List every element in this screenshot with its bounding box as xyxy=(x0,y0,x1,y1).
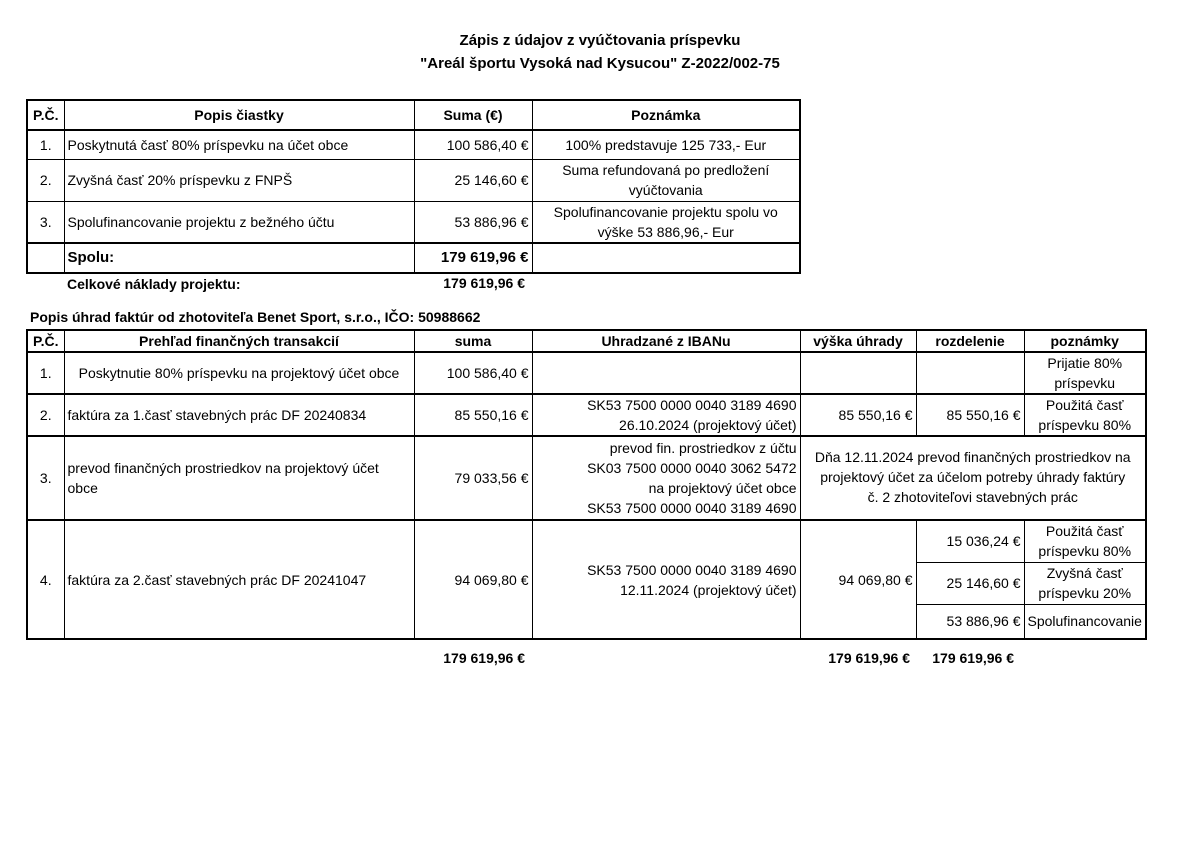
document-title-line2: "Areál športu Vysoká nad Kysucou" Z-2022/002-75 xyxy=(420,55,780,72)
total-label: Spolu: xyxy=(64,243,414,273)
row-iban: SK53 7500 0000 0040 3189 4690 26.10.2024 (projektový účet) xyxy=(532,394,800,436)
row-popis: Poskytnutie 80% príspevku na projektový účet obce xyxy=(64,352,414,394)
row-popis: Poskytnutá časť 80% príspevku na účet obce xyxy=(64,130,414,159)
row-poznamky: Použitá časť príspevku 80% xyxy=(1024,394,1146,436)
row-vyska: 94 069,80 € xyxy=(800,520,916,639)
table-row xyxy=(27,201,800,243)
header-popis: Popis čiastky xyxy=(64,100,414,130)
table-row xyxy=(27,159,800,201)
row-popis: faktúra za 2.časť stavebných prác DF 20241047 xyxy=(64,520,414,639)
split-poznamky: Použitá časť príspevku 80% xyxy=(1024,520,1146,562)
total-suma: 179 619,96 € xyxy=(443,650,525,666)
table-row xyxy=(27,520,1146,562)
row-suma: 85 550,16 € xyxy=(414,394,532,436)
split-value: 53 886,96 € xyxy=(916,604,1024,639)
document-title-line1: Zápis z údajov z vyúčtovania príspevku xyxy=(459,32,741,49)
row-poznamka: 100% predstavuje 125 733,- Eur xyxy=(532,130,800,159)
split-value: 15 036,24 € xyxy=(916,520,1024,562)
header-suma: Suma (€) xyxy=(414,100,532,130)
row-popis: Zvyšná časť 20% príspevku z FNPŠ xyxy=(64,159,414,201)
total-costs-value: 179 619,96 € xyxy=(443,275,525,291)
row-pc: 1. xyxy=(27,130,64,159)
row-pc: 3. xyxy=(27,201,64,243)
split-poznamky: Zvyšná časť príspevku 20% xyxy=(1024,562,1146,604)
row-transfer-note: Dňa 12.11.2024 prevod finančných prostriedkov na projektový účet za účelom potreby úhrady faktúry č. 2 zhotoviteľovi stavebných prác xyxy=(800,436,1146,520)
row-poznamky: Prijatie 80% príspevku xyxy=(1024,352,1146,394)
header-poznamka: Poznámka xyxy=(532,100,800,130)
row-suma: 100 586,40 € xyxy=(414,130,532,159)
table-row xyxy=(27,436,1146,520)
table-row xyxy=(27,394,1146,436)
section-title: Popis úhrad faktúr od zhotoviteľa Benet Sport, s.r.o., IČO: 50988662 xyxy=(30,309,481,325)
row-pc: 4. xyxy=(27,520,64,639)
payments-table xyxy=(26,329,1147,640)
row-popis: faktúra za 1.časť stavebných prác DF 20240834 xyxy=(64,394,414,436)
split-value: 25 146,60 € xyxy=(916,562,1024,604)
row-popis: Spolufinancovanie projektu z bežného účtu xyxy=(64,201,414,243)
row-pc: 2. xyxy=(27,394,64,436)
summary-table xyxy=(26,99,801,274)
row-poznamka: Suma refundovaná po predložení vyúčtovania xyxy=(532,159,800,201)
total-rozdelenie: 179 619,96 € xyxy=(932,650,1014,666)
split-poznamky: Spolufinancovanie xyxy=(1024,604,1146,639)
header-iban: Uhradzané z IBANu xyxy=(532,330,800,352)
header-poznamky: poznámky xyxy=(1024,330,1146,352)
table-row xyxy=(27,352,1146,394)
total-value: 179 619,96 € xyxy=(414,243,532,273)
row-suma: 94 069,80 € xyxy=(414,520,532,639)
total-row xyxy=(27,243,800,273)
row-poznamka: Spolufinancovanie projektu spolu vo výške 53 886,96,- Eur xyxy=(532,201,800,243)
header-vyska: výška úhrady xyxy=(800,330,916,352)
header-rozdelenie: rozdelenie xyxy=(916,330,1024,352)
row-popis: prevod finančných prostriedkov na projektový účet obce xyxy=(64,436,414,520)
header-prehlad: Prehľad finančných transakcií xyxy=(64,330,414,352)
row-pc: 3. xyxy=(27,436,64,520)
row-suma: 79 033,56 € xyxy=(414,436,532,520)
header-pc: P.Č. xyxy=(27,330,64,352)
header-suma: suma xyxy=(414,330,532,352)
row-suma: 100 586,40 € xyxy=(414,352,532,394)
row-rozdelenie: 85 550,16 € xyxy=(916,394,1024,436)
row-iban: SK53 7500 0000 0040 3189 4690 12.11.2024 (projektový účet) xyxy=(532,520,800,639)
row-vyska: 85 550,16 € xyxy=(800,394,916,436)
row-iban: prevod fin. prostriedkov z účtu SK03 7500 0000 0040 3062 5472 na projektový účet obce SK53 7500 0000 0040 3189 4690 xyxy=(532,436,800,520)
table-row xyxy=(27,130,800,159)
total-costs-label: Celkové náklady projektu: xyxy=(67,276,241,292)
row-suma: 53 886,96 € xyxy=(414,201,532,243)
header-pc: P.Č. xyxy=(27,100,64,130)
total-vyska: 179 619,96 € xyxy=(828,650,910,666)
row-suma: 25 146,60 € xyxy=(414,159,532,201)
row-pc: 2. xyxy=(27,159,64,201)
row-pc: 1. xyxy=(27,352,64,394)
